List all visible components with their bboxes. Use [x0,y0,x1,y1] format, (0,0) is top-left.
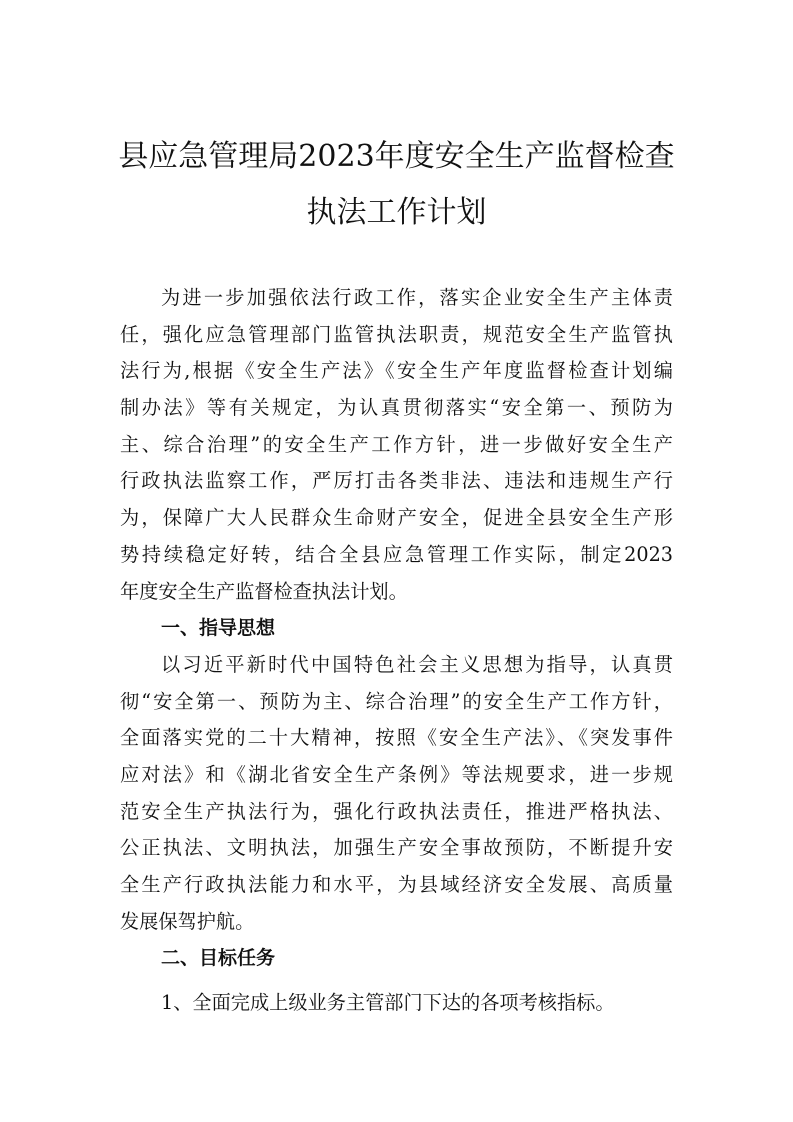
paragraph-line: 全生产行政执法能力和水平，为县域经济安全发展、高质量 [120,873,673,896]
paragraph-line: 彻“安全第一、预防为主、综合治理”的安全生产工作方针， [120,689,673,713]
paragraph-line: 法行为,根据《安全生产法》《安全生产年度监督检查计划编 [120,359,673,383]
paragraph-line: 为，保障广大人民群众生命财产安全，促进全县安全生产形 [120,506,673,530]
intro-paragraph [120,280,673,610]
document-title-line-2: 执法工作计划 [306,195,487,230]
paragraph-line: 范安全生产执法行为，强化行政执法责任，推进严格执法、 [120,799,673,823]
spacer [120,977,673,985]
paragraph-line: 为进一步加强依法行政工作，落实企业安全生产主体责 [161,286,673,309]
paragraph-line: 年度安全生产监督检查执法计划。 [120,579,408,603]
paragraph-line: 应对法》和《湖北省安全生产条例》等法规要求，进一步规 [120,762,673,786]
paragraph-line: 发展保驾护航。 [120,909,255,933]
goals-tasks-list [120,985,673,1022]
paragraph-line: 公正执法、文明执法，加强生产安全事故预防，不断提升安 [120,836,673,860]
paragraph-line: 行政执法监察工作，严厉打击各类非法、违法和违规生产行 [120,469,673,493]
guiding-ideology-paragraph [120,647,673,941]
paragraph-line: 势持续稳定好转，结合全县应急管理工作实际，制定2023 [120,542,673,566]
paragraph-line: 任，强化应急管理部门监管执法职责，规范安全生产监管执 [120,322,673,346]
section-heading-goals-tasks: 二、目标任务 [161,947,276,970]
paragraph-line: 以习近平新时代中国特色社会主义思想为指导，认真贯 [161,652,673,676]
paragraph-line: 主、综合治理”的安全生产工作方针，进一步做好安全生产 [120,432,673,456]
paragraph-line: 制办法》等有关规定，为认真贯彻落实“安全第一、预防为 [120,396,673,420]
document-title-line-1: 县应急管理局2023年度安全生产监督检查 [118,139,675,174]
list-item: 1、全面完成上级业务主管部门下达的各项考核指标。 [161,991,615,1015]
section-heading-guiding-ideology: 一、指导思想 [161,617,276,640]
paragraph-line: 全面落实党的二十大精神，按照《安全生产法》、《突发事件 [120,726,673,750]
document-body [120,280,673,1022]
